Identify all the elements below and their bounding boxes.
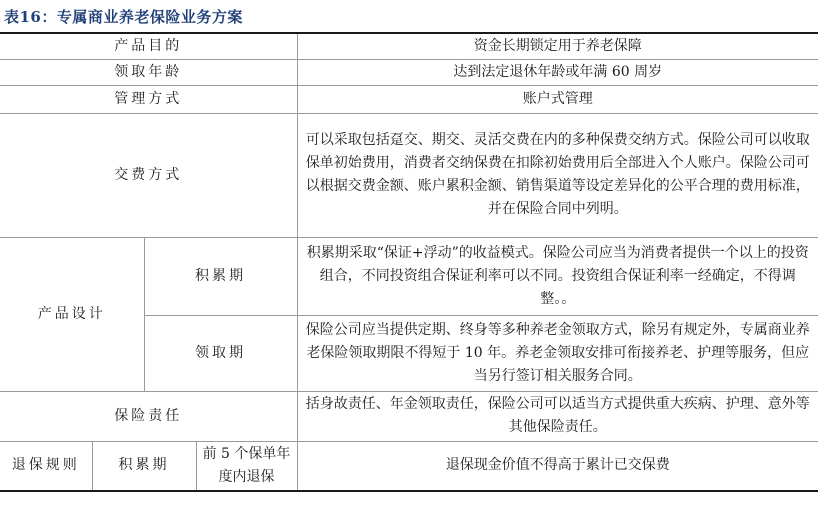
row-management: [0, 85, 818, 113]
label-management: 管理方式: [0, 85, 297, 113]
row-design-accumulation: [0, 237, 818, 315]
row-payment: [0, 113, 818, 237]
label-design: 产品设计: [0, 237, 144, 391]
label-age: 领取年龄: [0, 59, 297, 85]
label-surrender: 退保规则: [0, 441, 92, 491]
table-caption: 表16：专属商业养老保险业务方案: [4, 8, 243, 26]
value-payment: 可以采取包括趸交、期交、灵活交费在内的多种保费交纳方式。保险公司可以收取保单初始费用，消费者交纳保费在扣除初始费用后全部进入个人账户。保险公司可以根据交费金额、账户累积金额、销售渠道等设定差异化的公平合理的费用标准，并在保险合同中列明。: [297, 113, 818, 237]
value-accumulation: 积累期采取“保证+浮动”的收益模式。保险公司应当为消费者提供一个以上的投资组合，不同投资组合保证利率可以不同。投资组合保证利率一经确定，不得调整。。: [297, 237, 818, 315]
insurance-plan-table: [0, 32, 818, 492]
value-payout: 保险公司应当提供定期、终身等多种养老金领取方式，除另有规定外，专属商业养老保险领取期限不得短于 10 年。养老金领取安排可衔接养老、护理等服务，但应当另行签订相关服务合同。: [297, 315, 818, 391]
label-surrender-condition: 前 5 个保单年度内退保: [196, 441, 297, 491]
label-surrender-period: 积累期: [92, 441, 196, 491]
value-surrender: 退保现金价值不得高于累计已交保费: [297, 441, 818, 491]
value-purpose: 资金长期锁定用于养老保障: [297, 33, 818, 59]
row-liability: [0, 391, 818, 441]
value-management: 账户式管理: [297, 85, 818, 113]
row-age: [0, 59, 818, 85]
label-purpose: 产品目的: [0, 33, 297, 59]
label-payment: 交费方式: [0, 113, 297, 237]
value-liability: 括身故责任、年金领取责任，保险公司可以适当方式提供重大疾病、护理、意外等其他保险责任。: [297, 391, 818, 441]
label-accumulation: 积累期: [144, 237, 297, 315]
label-liability: 保险责任: [0, 391, 297, 441]
row-purpose: [0, 33, 818, 59]
value-age: 达到法定退休年龄或年满 60 周岁: [297, 59, 818, 85]
label-payout: 领取期: [144, 315, 297, 391]
row-surrender: [0, 441, 818, 491]
